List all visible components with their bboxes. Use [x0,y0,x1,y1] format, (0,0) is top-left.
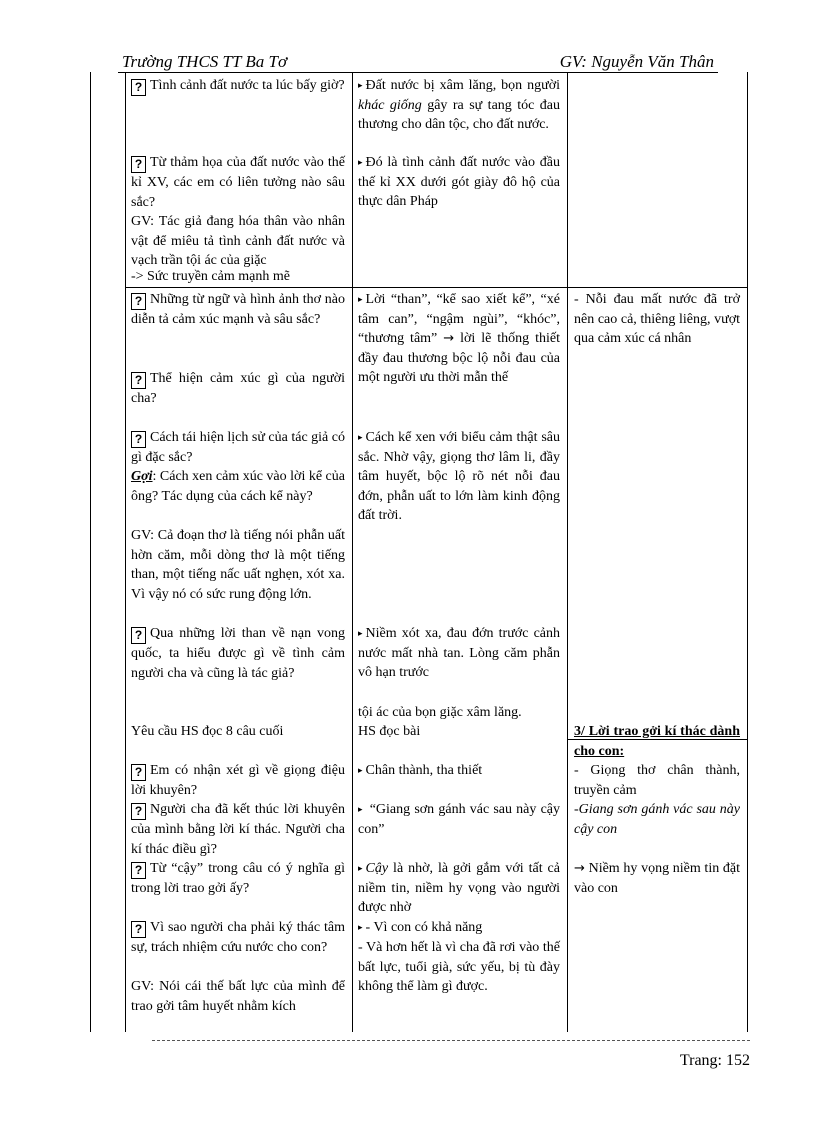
bullet-icon: ▸ [358,765,363,775]
answer-block-4: ▸ Cách kể xen với biểu cảm thật sâu sắc. Nhờ vậy, giọng thơ lâm li, đầy tâm huyết, bộc lộ rõ nét nỗi đau đớn, phẫn uất to lớn làm kinh động đất trời. [358,430,560,523]
arrow-icon: → [574,861,585,876]
question-block-1: ? Tình cảnh đất nước ta lúc bấy giờ? [131,76,345,96]
arrow-icon: → [443,331,455,346]
answer-block-10: ▸ - Vì con có khả năng [358,920,483,935]
question-block-4: ? Thể hiện cảm xúc gì của người cha? [131,371,345,406]
answer-block-6: HS đọc bài [358,724,421,739]
question-block-9: ? Từ “cậy” trong câu có ý nghĩa gì trong lời trao gởi ấy? [131,861,345,896]
question-icon: ? [131,372,146,389]
hint-label: Gợi [131,469,153,484]
bullet-icon: ▸ [358,80,363,90]
note-block-4: → Niềm hy vọng niềm tin đặt vào con [574,861,740,896]
teacher-note-2: GV: Cả đoạn thơ là tiếng nói phẫn uất hờn căm, mỗi dòng thơ là một tiếng than, một tiếng nấc uất nghẹn, xót xa. Vì vậy nó có sức rung động lớn. [131,528,345,602]
question-block-6: ? Qua những lời than về nạn vong quốc, ta hiểu được gì về tình cảm người cha và cũng là tác giả? [131,626,345,681]
bullet-icon: ▸ [358,922,363,932]
answer-block-5b: tội ác của bọn giặc xâm lăng. [358,705,522,720]
table-right-border [747,72,748,1032]
reading-request: Yêu cầu HS đọc 8 câu cuối [131,724,284,739]
question-icon: ? [131,79,146,96]
table-left-border [125,72,126,1032]
footer-rule [152,1040,750,1041]
question-block-7: ? Em có nhận xét gì về giọng điệu lời khuyên? [131,763,345,798]
question-icon: ? [131,921,146,938]
question-block-2: ? Từ thảm họa của đất nước vào thế kỉ XV, các em có liên tưởng nào sâu sắc? [131,155,345,210]
question-block-3: ? Những từ ngữ và hình ảnh thơ nào diễn tả cảm xúc mạnh và sâu sắc? [131,292,345,327]
teacher-name: GV: Nguyễn Văn Thân [559,52,714,71]
answer-block-7: ▸ Chân thành, tha thiết [358,763,483,778]
col-divider-2 [567,72,568,1032]
margin-line [90,72,91,1032]
col-divider-1 [352,72,353,1032]
bullet-icon: ▸ [358,804,363,814]
answer-block-10b: - Và hơn hết là vì cha đã rơi vào thế bất lực, tuổi già, sức yếu, bị tù đày không thể làm gì được. [358,940,560,994]
answer-block-2: ▸ Đó là tình cảnh đất nước vào đầu thế kỉ XX dưới gót giày đô hộ của thực dân Pháp [358,155,560,209]
answer-block-5: ▸ Niềm xót xa, đau đớn trước cảnh nước mất nhà tan. Lòng căm phẫn vô hạn trước [358,626,560,680]
question-icon: ? [131,627,146,644]
question-block-5: ? Cách tái hiện lịch sử của tác giả có gì đặc sắc? [131,430,345,465]
question-icon: ? [131,862,146,879]
bullet-icon: ▸ [358,157,363,167]
answer-block-9: ▸ Cậy là nhờ, là gởi gắm với tất cả niềm tin, niềm hy vọng vào người được nhờ [358,861,560,915]
answer-block-1: ▸ Đất nước bị xâm lăng, bọn người khác giống gây ra sự tang tóc đau thương cho dân tộc, cho đất nước. [358,78,560,132]
teacher-note-3: GV: Nói cái thế bất lực của mình để trao gởi tâm huyết nhằm kích [131,979,345,1014]
note-block-3: -Giang sơn gánh vác sau này cậy con [574,802,740,837]
school-name: Trường THCS TT Ba Tơ [122,52,288,71]
note-block-1: - Nỗi đau mất nước đã trở nên cao cả, thiêng liêng, vượt qua cảm xúc cá nhân [574,292,740,346]
question-icon: ? [131,764,146,781]
bullet-icon: ▸ [358,863,363,873]
bullet-icon: ▸ [358,294,363,304]
page-header [122,48,714,72]
hint-block: Gợi: Cách xen cảm xúc vào lời kể của ông? Tác dụng của cách kể này? [131,469,345,504]
note-block-2: - Giọng thơ chân thành, truyền cảm [574,763,740,798]
question-icon: ? [131,293,146,310]
question-icon: ? [131,803,146,820]
answer-block-3: ▸ Lời “than”, “kể sao xiết kể”, “xé tâm can”, “ngậm ngùi”, “khóc”, “thương tâm” → lời lẽ thống thiết đầy đau thương bộc lộ nỗi đau của một người ưu thời mẫn thế [358,292,560,385]
question-block-10: ? Vì sao người cha phải ký thác tâm sự, trách nhiệm cứu nước cho con? [131,920,345,955]
row-separator [125,287,747,288]
bullet-icon: ▸ [358,628,363,638]
answer-block-8: ▸ “Giang sơn gánh vác sau này cậy con” [358,802,561,837]
question-block-8: ? Người cha đã kết thúc lời khuyên của mình bằng lời kí thác. Người cha kí thác điều gì? [131,802,345,857]
bullet-icon: ▸ [358,432,363,442]
question-icon: ? [131,156,146,173]
header-rule [118,72,718,73]
section-heading: 3/ Lời trao gởi kí thác dành cho con: [574,724,740,759]
teacher-note-1b: -> Sức truyền cảm mạnh mẽ [131,269,290,284]
page-number: Trang: 152 [679,1052,750,1069]
teacher-note-1: GV: Tác giả đang hóa thân vào nhân vật để miêu tả tình cảnh đất nước và vạch trần tội ác của giặc [131,214,345,268]
question-icon: ? [131,431,146,448]
